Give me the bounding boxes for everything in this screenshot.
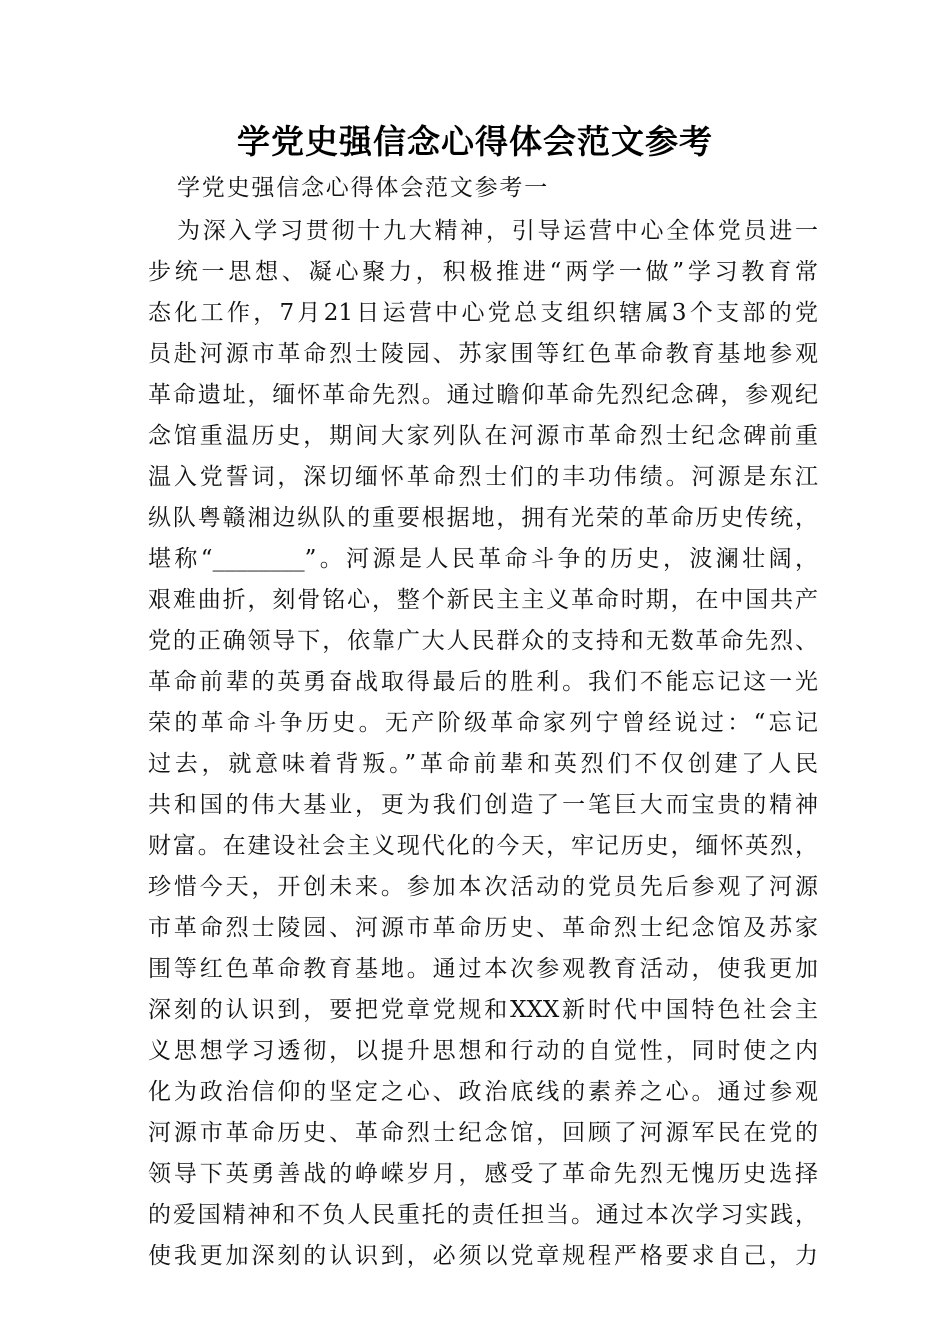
paragraph-line: 深刻的认识到，要把党章党规和XXX新时代中国特色社会主 xyxy=(148,997,818,1023)
paragraph-line: 艰难曲折，刻骨铭心，整个新民主主义革命时期，在中国共产 xyxy=(148,587,818,613)
paragraph-line: 员赴河源市革命烈士陵园、苏家围等红色革命教育基地参观 xyxy=(148,341,818,367)
section-subtitle: 学党史强信念心得体会范文参考一 xyxy=(177,175,549,201)
paragraph-line: 荣的革命斗争历史。无产阶级革命家列宁曾经说过：“忘记 xyxy=(148,710,818,736)
paragraph-line: 革命前辈的英勇奋战取得最后的胜利。我们不能忘记这一光 xyxy=(148,669,818,695)
paragraph-line: 过去，就意味着背叛。”革命前辈和英烈们不仅创建了人民 xyxy=(148,751,818,777)
paragraph-line: 革命遗址，缅怀革命先烈。通过瞻仰革命先烈纪念碑，参观纪 xyxy=(148,382,818,408)
paragraph-line: 财富。在建设社会主义现代化的今天，牢记历史，缅怀英烈， xyxy=(148,833,818,859)
paragraph-line: 党的正确领导下，依靠广大人民群众的支持和无数革命先烈、 xyxy=(148,628,818,654)
paragraph-line: 步统一思想、凝心聚力，积极推进“两学一做”学习教育常 xyxy=(148,259,818,285)
paragraph-line: 堪称“________”。河源是人民革命斗争的历史，波澜壮阔， xyxy=(148,546,818,572)
paragraph-line: 的爱国精神和不负人民重托的责任担当。通过本次学习实践， xyxy=(148,1202,818,1228)
paragraph-line: 义思想学习透彻，以提升思想和行动的自觉性，同时使之内 xyxy=(148,1038,818,1064)
paragraph-line: 领导下英勇善战的峥嵘岁月，感受了革命先烈无愧历史选择 xyxy=(148,1161,818,1187)
body-text xyxy=(148,211,818,1277)
paragraph-line: 使我更加深刻的认识到，必须以党章规程严格要求自己，力 xyxy=(148,1243,818,1269)
paragraph-line: 态化工作，7月21日运营中心党总支组织辖属3个支部的党 xyxy=(148,300,818,326)
paragraph-line: 化为政治信仰的坚定之心、政治底线的素养之心。通过参观 xyxy=(148,1079,818,1105)
paragraph-line: 共和国的伟大基业，更为我们创造了一笔巨大而宝贵的精神 xyxy=(148,792,818,818)
paragraph-line: 河源市革命历史、革命烈士纪念馆，回顾了河源军民在党的 xyxy=(148,1120,818,1146)
page-title: 学党史强信念心得体会范文参考 xyxy=(237,122,713,161)
paragraph-line: 珍惜今天，开创未来。参加本次活动的党员先后参观了河源 xyxy=(148,874,818,900)
paragraph-line: 市革命烈士陵园、河源市革命历史、革命烈士纪念馆及苏家 xyxy=(148,915,818,941)
paragraph-line: 念馆重温历史，期间大家列队在河源市革命烈士纪念碑前重 xyxy=(148,423,818,449)
paragraph-line: 为深入学习贯彻十九大精神，引导运营中心全体党员进一 xyxy=(177,218,818,244)
paragraph-line: 纵队粤赣湘边纵队的重要根据地，拥有光荣的革命历史传统， xyxy=(148,505,818,531)
paragraph-line: 温入党誓词，深切缅怀革命烈士们的丰功伟绩。河源是东江 xyxy=(148,464,818,490)
paragraph-line: 围等红色革命教育基地。通过本次参观教育活动，使我更加 xyxy=(148,956,818,982)
